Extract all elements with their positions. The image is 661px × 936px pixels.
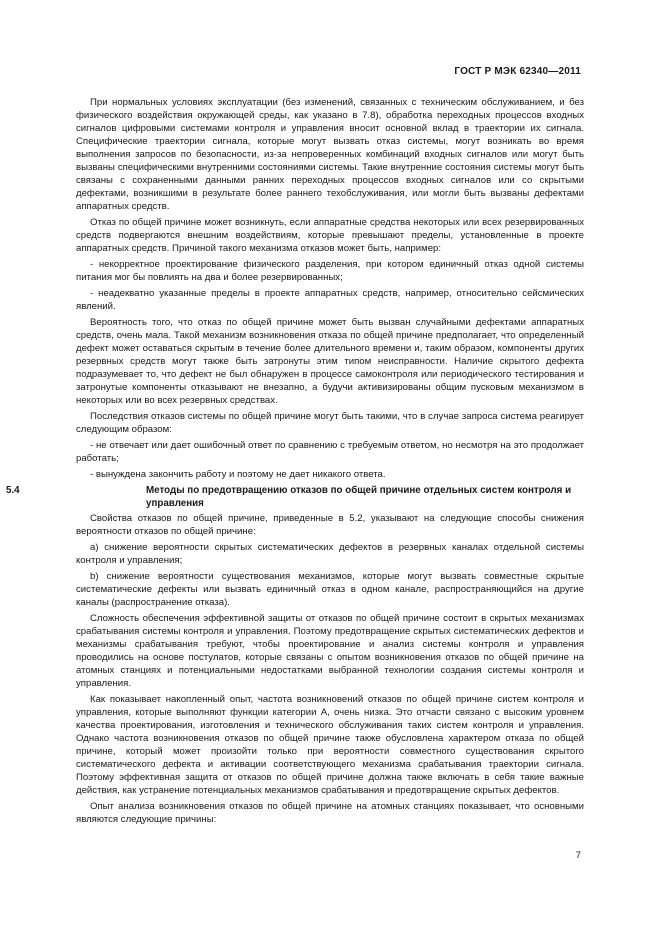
paragraph: Опыт анализа возникновения отказов по общей причине на атомных станциях показывает, что основными являются следующие причины: — [76, 801, 584, 825]
list-item: - вынуждена закончить работу и поэтому не дает никакого ответа. — [90, 469, 386, 480]
list-item: - некорректное проектирование физического разделения, при котором единичный отказ одной системы питания мог бы повлиять на два и более резервированных; — [76, 259, 584, 283]
page-body — [6, 96, 584, 829]
list-item: - не отвечает или дает ошибочный ответ по сравнению с требуемым ответом, но несмотря на это продолжает работать; — [76, 440, 584, 464]
list-item: - неадекватно указанные пределы в проекте аппаратных средств, например, относительно сейсмических явлений. — [76, 288, 584, 312]
paragraph: Вероятность того, что отказ по общей причине может быть вызван случайными дефектами аппаратных средств, очень мала. Такой механизм возникновения отказа по общей причине предполагает, что определенный дефект может оставаться скрытым в течение более длительного времени и, таким образом, компоненты других резервных средств могут также быть затронуты этим типом неисправности. Наличие скрытого дефекта подразумевает то, что дефект не был обнаружен в процессе самоконтроля или периодического тестирования и затронутые компоненты отказывают не внезапно, а будучи активизированы общим пусковым механизмом в некоторых или во всех резервных средствах. — [76, 317, 584, 406]
paragraph: Последствия отказов системы по общей причине могут быть такими, что в случае запроса система реагирует следующим образом: — [76, 411, 584, 435]
paragraph: Как показывает накопленный опыт, частота возникновений отказов по общей причине систем контроля и управления, которые выполняют функции категории А, очень низка. Это отчасти связано с высоким уровнем качества проектирования, изготовления и технического обслуживания таких систем контроля и управления. Однако частота возникновения отказов по общей причине также обусловлена характером отказа по общей причине, который может произойти только при вероятности совместного существования скрытого систематического дефекта и активации соответствующего механизма срабатывания траектории сигнала. Поэтому эффективная защита от отказов по общей причине должна также включать в себя такие важные действия, как устранение потенциальных механизмов срабатывания и предотвращение скрытых дефектов. — [76, 694, 584, 796]
paragraph: При нормальных условиях эксплуатации (без изменений, связанных с техническим обслуживанием, и без физического воздействия окружающей среды, как указано в 7.8), обработка переходных процессов входных сигналов цифровыми системами контроля и управления вносит основной вклад в траектории их сигнала. Специфические траектории сигнала, которые могут вызвать отказ системы, могут возникать во время выполнения запросов по безопасности, из-за непроверенных комбинаций входных сигналов или могут быть вызваны специфическими внутренними состояниями системы. Такие внутренние состояния системы могут быть связаны с сохраненными данными ранних переходных процессов входных сигналов или со скрытыми дефектами, возникшими в результате более раннего техобслуживания, или могли быть вызваны дефектами аппаратных средств. — [76, 97, 584, 212]
paragraph: Отказ по общей причине может возникнуть, если аппаратные средства некоторых или всех резервированных средств подвергаются внешним воздействиям, которые превышают пределы, установленные в проекте аппаратных средств. Причиной такого механизма отказов может быть, например: — [76, 217, 584, 254]
paragraph: Свойства отказов по общей причине, приведенные в 5.2, указывают на следующие способы снижения вероятности отказов по общей причине: — [76, 513, 584, 537]
section-heading: 5.4 Методы по предотвращению отказов по общей причине отдельных систем контроля и управления — [6, 485, 572, 509]
list-item: a) снижение вероятности скрытых систематических дефектов в резервных каналах отдельной системы контроля и управления; — [76, 542, 584, 566]
section-title: Методы по предотвращению отказов по общей причине отдельных систем контроля и управления — [146, 485, 572, 509]
document-header: ГОСТ Р МЭК 62340—2011 — [454, 66, 581, 77]
paragraph: Сложность обеспечения эффективной защиты от отказов по общей причине состоит в скрытых механизмах срабатывания системы контроля и управления. Поэтому предотвращение скрытых систематических дефектов и механизмы срабатывания требуют, чтобы проектирование и анализ системы контроля и управления проводились на основе постулатов, которые связаны с опытом возникновения отказов по общей причине на атомных станциях и потенциальными недостатками выбранной технологии создания системы контроля и управления. — [76, 613, 584, 689]
page-number: 7 — [575, 850, 581, 861]
list-item: b) снижение вероятности существования механизмов, которые могут вызвать совместные скрытые систематические дефекты или вызвать единичный отказ в одном канале, распространяющийся на другие каналы (распространение отказа). — [76, 571, 584, 608]
